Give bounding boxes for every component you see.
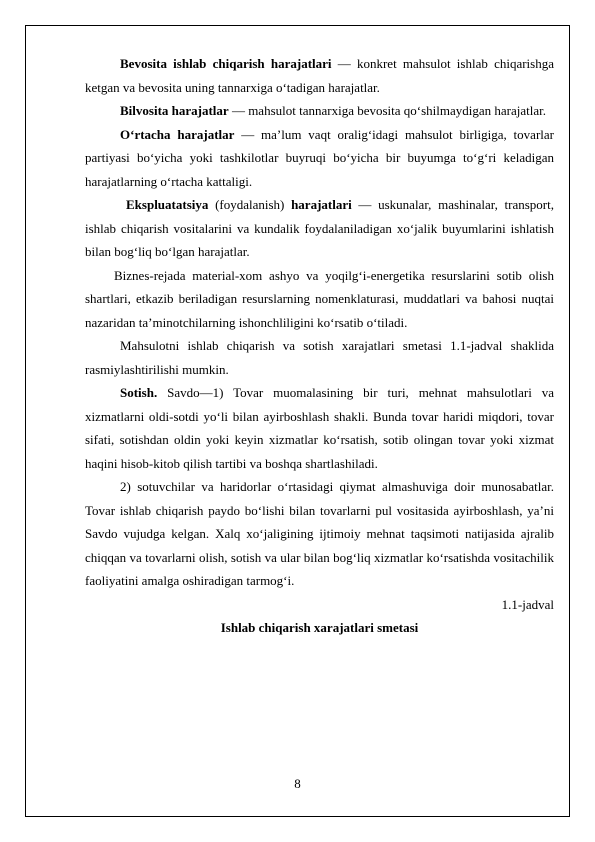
definition-indirect-costs: — mahsulot tannarxiga bevosita qo‘shilmaydigan harajatlar.	[228, 103, 547, 118]
paragraph-business-plan	[85, 264, 554, 335]
definition-average-costs: — ma’lum vaqt oralig‘idagi mahsulot birligiga, tovarlar partiyasi bo‘yicha yoki tashkilotlar buyruqi bo‘yicha bir buyumga to‘g‘ri keladigan harajatlarning o‘rtacha kattaligi.	[85, 126, 554, 189]
paragraph-cost-estimate	[85, 334, 554, 381]
paragraph-sales	[85, 381, 554, 475]
paragraph-direct-costs	[85, 52, 554, 99]
paragraph-operating-costs	[85, 193, 554, 264]
operating-gloss: (foydalanish)	[208, 197, 292, 212]
paragraph-average-costs	[85, 123, 554, 194]
trade-relations-text: 2) sotuvchilar va haridorlar o‘rtasidagi qiymat almashuviga doir munosabatlar. Tovar ishlab chiqarish paydo bo‘lishi bilan tovarlarni pul vositasida ayirboshlash, ya’ni Savdo vujudga kelgan. Xalq xo‘jaligining ijtimoiy mehnat taqsimoti natijasida ajralib chiqqan va tovarlarni olish, sotish va ular bilan bog‘liq xizmatlar ko‘rsatishda vositachilik faoliyatini amalga oshiradigan tarmog‘i.	[85, 479, 554, 588]
term-sales: Sotish.	[120, 385, 158, 400]
term-indirect-costs: Bilvosita harajatlar	[120, 103, 229, 118]
paragraph-indirect-costs	[85, 99, 554, 123]
definition-operating-costs: — uskunalar, mashinalar, transport, ishlab chiqarish vositalarini va kundalik foydalaniladigan xo‘jalik buyumlarini ishlatish bilan bog‘liq bo‘lgan harajatlar.	[85, 197, 554, 259]
term-average-costs: O‘rtacha harajatlar	[120, 126, 235, 142]
paragraph-trade-relations	[85, 475, 554, 593]
definition-sales: Savdo—1) Tovar muomalasining bir turi, mehnat mahsulotlari va xizmatlarni oldi-sotdi yo‘li bilan ayirboshlash shakli. Bunda tovar haridi miqdori, tovar sifati, sotishdan oldin yoki keyin xizmatlar ko‘rsatish, sotib olingan tovar yoki xizmat haqini hisob-kitob qilish tartibi va boshqa shartlashiladi.	[85, 385, 554, 471]
document-body	[85, 52, 554, 640]
term-operating: Ekspluatatsiya	[126, 197, 209, 212]
table-label: 1.1-jadval	[501, 596, 554, 612]
page-number: 8	[294, 776, 301, 791]
business-plan-text: Biznes-rejada material-xom ashyo va yoqilg‘i-energetika resurslarini sotib olish shartlari, etkazib beriladigan resurslarning nomenklaturasi, muddatlari va bahosi nuqtai nazaridan ta’minotchilarning ishonchliligini ko‘rsatib o‘tiladi.	[85, 267, 554, 330]
definition-direct-costs: — konkret mahsulot ishlab chiqarishga ketgan va bevosita uning tannarxiga o‘tadigan harajatlar.	[85, 56, 554, 95]
term-operating-costs: harajatlari	[291, 197, 352, 212]
term-direct-costs: Bevosita ishlab chiqarish harajatlari	[120, 56, 332, 71]
table-title: Ishlab chiqarish xarajatlari smetasi	[220, 620, 419, 635]
cost-estimate-text: Mahsulotni ishlab chiqarish va sotish xarajatlari smetasi 1.1-jadval shaklida rasmiylashtirilishi mumkin.	[85, 338, 554, 377]
